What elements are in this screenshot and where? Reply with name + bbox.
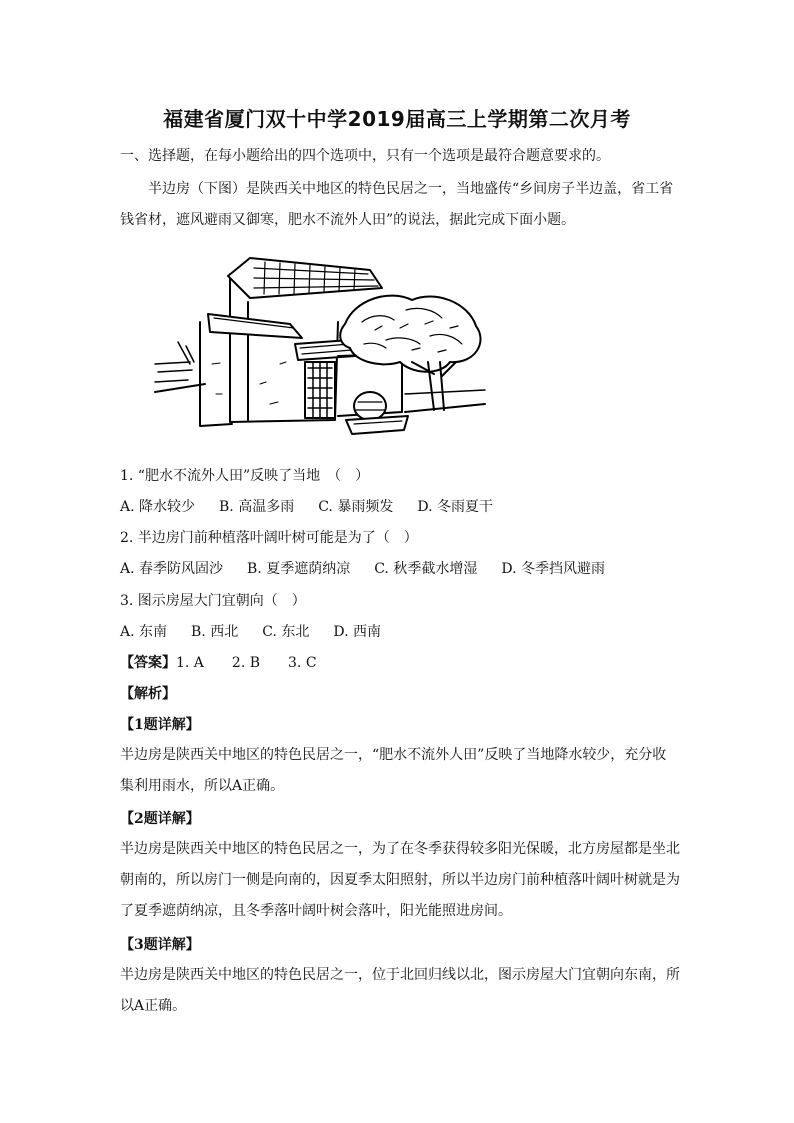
option-d: D. 冬季挡风避雨 xyxy=(501,561,605,577)
option-d: D. 西南 xyxy=(333,624,381,640)
analysis-label: 【解析】 xyxy=(120,686,176,702)
question-3-stem: 3. 图示房屋大门宜朝向（ ） xyxy=(120,593,306,609)
detail-2-text: 半边房是陕西关中地区的特色民居之一，为了在冬季获得较多阳光保暖，北方房屋都是坐北朝南的，所以房门一侧是向南的，因夏季太阳照射，所以半边房门前种植落叶阔叶树就是为了夏季遮荫纳凉，且冬季落叶阔叶树会落叶，阳光能照进房间。 xyxy=(120,841,680,919)
half-house-illustration xyxy=(150,244,488,449)
option-d: D. 冬雨夏干 xyxy=(417,499,493,515)
option-a: A. 降水较少 xyxy=(120,499,196,515)
question-2-options xyxy=(120,559,680,579)
detail-3-label: 【3题详解】 xyxy=(120,937,200,953)
option-b: B. 西北 xyxy=(191,624,239,640)
option-c: C. 秋季截水增湿 xyxy=(374,561,478,577)
question-1-options xyxy=(120,497,680,517)
detail-3-text: 半边房是陕西关中地区的特色民居之一，位于北回归线以北，图示房屋大门宜朝向东南，所以A正确。 xyxy=(120,967,680,1014)
answer-label: 【答案】 xyxy=(120,655,176,671)
option-b: B. 高温多雨 xyxy=(219,499,295,515)
page-title: 福建省厦门双十中学2019届高三上学期第二次月考 xyxy=(163,107,631,131)
section-heading: 一、选择题，在每小题给出的四个选项中，只有一个选项是最符合题意要求的。 xyxy=(120,148,610,164)
option-c: C. 暴雨频发 xyxy=(318,499,394,515)
option-b: B. 夏季遮荫纳凉 xyxy=(247,561,351,577)
question-2-stem: 2. 半边房门前种植落叶阔叶树可能是为了（ ） xyxy=(120,530,418,546)
detail-1-label: 【1题详解】 xyxy=(120,717,200,733)
question-3-options xyxy=(120,622,680,642)
option-a: A. 春季防风固沙 xyxy=(120,561,224,577)
detail-1-text: 半边房是陕西关中地区的特色民居之一，“肥水不流外人田”反映了当地降水较少，充分收集利用雨水，所以A正确。 xyxy=(120,747,667,794)
question-1-stem: 1. “肥水不流外人田”反映了当地 （ ） xyxy=(120,468,370,484)
option-c: C. 东北 xyxy=(262,624,310,640)
option-a: A. 东南 xyxy=(120,624,168,640)
detail-2-label: 【2题详解】 xyxy=(120,811,200,827)
answer-text: 1. A 2. B 3. C xyxy=(176,655,317,671)
intro-line-2: 钱省材，遮风避雨又御寒，肥水不流外人田”的说法，据此完成下面小题。 xyxy=(120,212,576,228)
intro-line-1: 半边房（下图）是陕西关中地区的特色民居之一，当地盛传“乡间房子半边盖，省工省 xyxy=(148,181,674,197)
answer-line xyxy=(120,653,680,673)
